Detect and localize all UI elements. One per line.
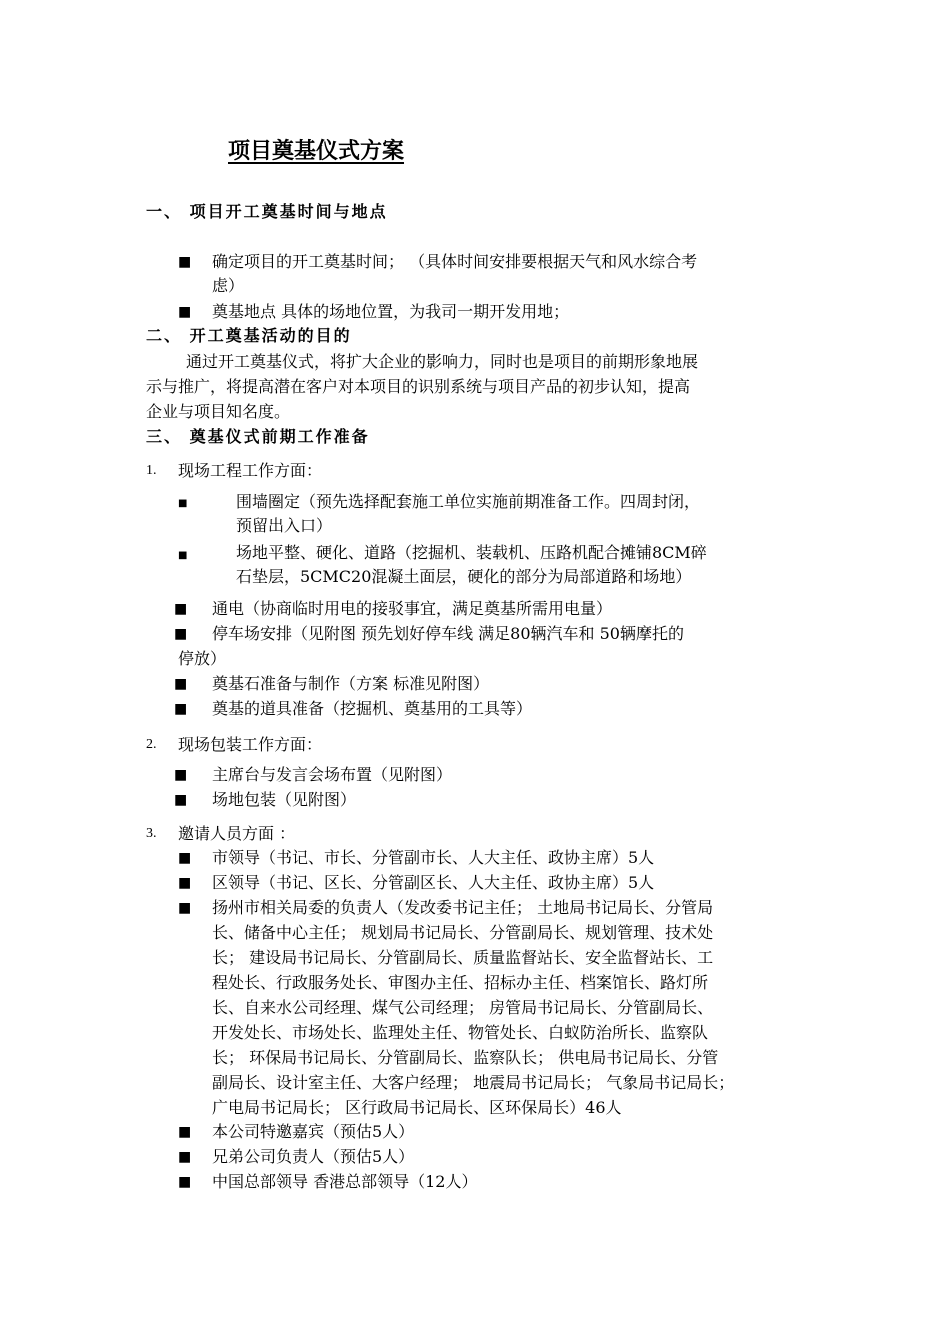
bullet-icon: ■	[174, 792, 188, 808]
sub3-item-3-line-6: 开发处长、市场处长、监理处主任、物管处长、白蚁防治所长、监察队	[212, 1023, 709, 1042]
sub1-item-2: 场地平整、硬化、道路（挖掘机、装载机、压路机配合摊铺8CM碎	[236, 543, 707, 562]
bullet-icon: ■	[178, 900, 192, 916]
sub3-item-4: 本公司特邀嘉宾（预估5人）	[212, 1122, 415, 1141]
s1-item-1: 确定项目的开工奠基时间； （具体时间安排要根据天气和风水综合考	[212, 252, 698, 271]
sub2-item-2: 场地包装（见附图）	[212, 790, 357, 809]
s1-item-1-cont: 虑）	[212, 276, 245, 295]
sub-2-label: 现场包装工作方面：	[178, 735, 323, 754]
sub1-item-4: 停车场安排（见附图 预先划好停车线 满足80辆汽车和 50辆摩托的	[212, 624, 684, 643]
bullet-icon: ■	[174, 701, 188, 717]
sub1-item-1-cont: 预留出入口）	[236, 516, 333, 535]
sub3-item-1: 市领导（书记、市长、分管副市长、人大主任、政协主席）5人	[212, 848, 655, 867]
bullet-icon: ■	[178, 550, 188, 561]
sub3-item-3-line-9: 广电局书记局长； 区行政局书记局长、区环保局长）46人	[212, 1098, 622, 1117]
bullet-icon: ■	[174, 767, 188, 783]
sub3-item-3-line-4: 程处长、行政服务处长、审图办主任、招标办主任、档案馆长、路灯所	[212, 973, 709, 992]
bullet-icon: ■	[178, 1149, 192, 1165]
sub-2-number: 2.	[146, 737, 157, 752]
bullet-icon: ■	[174, 676, 188, 692]
sub-1-number: 1.	[146, 463, 157, 478]
page-title: 项目奠基仪式方案	[228, 139, 405, 164]
sub-1-label: 现场工程工作方面：	[178, 461, 323, 480]
bullet-icon: ■	[174, 601, 188, 617]
bullet-icon: ■	[178, 1124, 192, 1140]
section-3-heading: 三、 奠基仪式前期工作准备	[146, 427, 370, 446]
sub3-item-2: 区领导（书记、区长、分管副区长、人大主任、政协主席）5人	[212, 873, 655, 892]
sub1-item-4-cont: 停放）	[178, 649, 227, 668]
s2-paragraph-line-3: 企业与项目知名度。	[146, 402, 291, 421]
sub1-item-6: 奠基的道具准备（挖掘机、奠基用的工具等）	[212, 699, 533, 718]
bullet-icon: ■	[178, 498, 188, 509]
sub-3-number: 3.	[146, 826, 157, 841]
sub-3-label: 邀请人员方面 ：	[178, 824, 296, 843]
bullet-icon: ■	[174, 626, 188, 642]
bullet-icon: ■	[178, 850, 192, 866]
s1-item-2: 奠基地点 具体的场地位置，为我司一期开发用地；	[212, 302, 570, 321]
sub3-item-3-line-1: 扬州市相关局委的负责人（发改委书记主任； 土地局书记局长、分管局	[212, 898, 714, 917]
sub3-item-3-line-2: 长、储备中心主任； 规划局书记局长、分管副局长、规划管理、技术处	[212, 923, 714, 942]
sub1-item-5: 奠基石准备与制作（方案 标准见附图）	[212, 674, 490, 693]
s2-paragraph-line-2: 示与推广，将提高潜在客户对本项目的识别系统与项目产品的初步认知，提高	[146, 377, 691, 396]
section-1-heading: 一、 项目开工奠基时间与地点	[146, 202, 388, 221]
sub2-item-1: 主席台与发言会场布置（见附图）	[212, 765, 453, 784]
sub3-item-5: 兄弟公司负责人（预估5人）	[212, 1147, 415, 1166]
s2-paragraph-line-1: 通过开工奠基仪式，将扩大企业的影响力，同时也是项目的前期形象地展	[186, 352, 699, 371]
bullet-icon: ■	[178, 254, 192, 270]
sub3-item-3-line-7: 长； 环保局书记局长、分管副局长、监察队长； 供电局书记局长、分管	[212, 1048, 719, 1067]
bullet-icon: ■	[178, 304, 192, 320]
bullet-icon: ■	[178, 875, 192, 891]
sub1-item-3: 通电（协商临时用电的接驳事宜，满足奠基所需用电量）	[212, 599, 613, 618]
bullet-icon: ■	[178, 1174, 192, 1190]
section-2-heading: 二、 开工奠基活动的目的	[146, 326, 352, 345]
sub3-item-3-line-3: 长； 建设局书记局长、分管副局长、质量监督站长、安全监督站长、工	[212, 948, 714, 967]
sub3-item-6: 中国总部领导 香港总部领导（12人）	[212, 1172, 478, 1191]
sub3-item-3-line-8: 副局长、设计室主任、大客户经理； 地震局书记局长； 气象局书记局长；	[212, 1073, 735, 1092]
sub3-item-3-line-5: 长、自来水公司经理、煤气公司经理； 房管局书记局长、分管副局长、	[212, 998, 714, 1017]
sub1-item-2-cont: 石垫层，5CMC20混凝土面层，硬化的部分为局部道路和场地）	[236, 567, 692, 586]
sub1-item-1: 围墙圈定（预先选择配套施工单位实施前期准备工作。四周封闭，	[236, 492, 701, 511]
